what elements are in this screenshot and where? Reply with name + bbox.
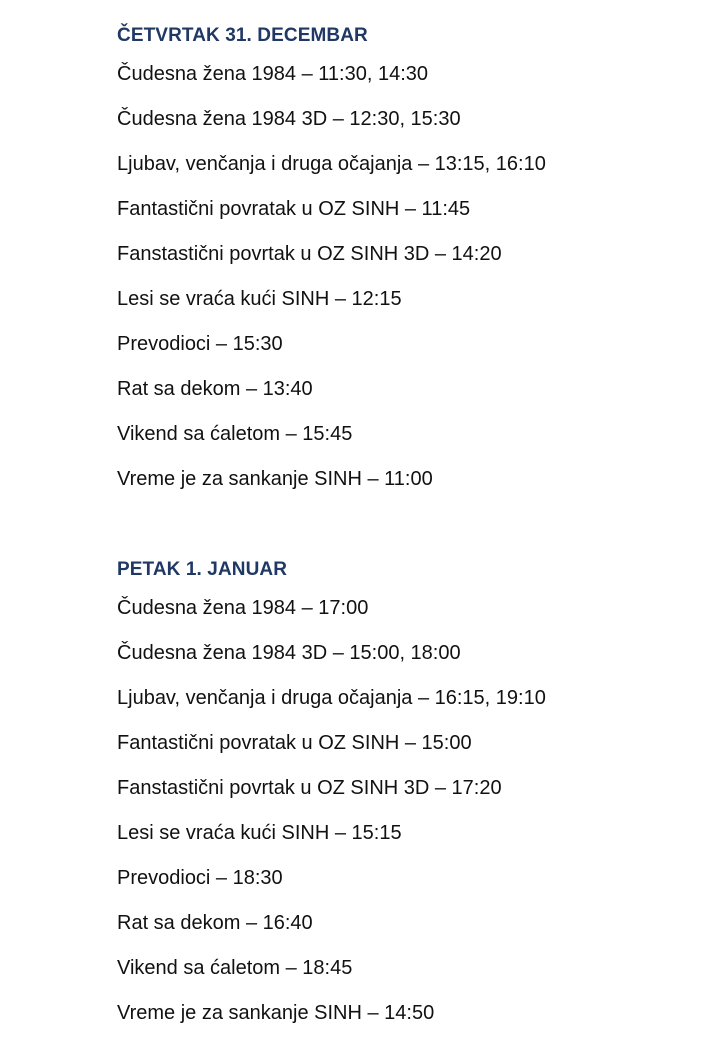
day-heading: ČETVRTAK 31. DECEMBAR (117, 25, 368, 46)
screening-item: Vikend sa ćaletom – 15:45 (117, 423, 353, 445)
screening-item: Prevodioci – 15:30 (117, 333, 283, 355)
screening-item: Vreme je za sankanje SINH – 14:50 (117, 1002, 435, 1024)
day-section-friday (117, 502, 697, 1036)
screening-item: Lesi se vraća kući SINH – 15:15 (117, 822, 402, 844)
screening-item: Vreme je za sankanje SINH – 11:00 (117, 468, 433, 490)
screening-item: Prevodioci – 18:30 (117, 867, 283, 889)
screening-item: Čudesna žena 1984 3D – 15:00, 18:00 (117, 642, 461, 664)
screening-item: Vikend sa ćaletom – 18:45 (117, 957, 353, 979)
screening-item: Ljubav, venčanja i druga očajanja – 16:15, 19:10 (117, 687, 546, 709)
screening-list (117, 52, 697, 502)
screening-item: Fanstastični povrtak u OZ SINH 3D – 14:20 (117, 243, 502, 265)
screening-item: Rat sa dekom – 13:40 (117, 378, 313, 400)
screening-item: Čudesna žena 1984 – 17:00 (117, 597, 369, 619)
screening-item: Čudesna žena 1984 3D – 12:30, 15:30 (117, 108, 461, 130)
screening-item: Ljubav, venčanja i druga očajanja – 13:15, 16:10 (117, 153, 546, 175)
screening-item: Fantastični povratak u OZ SINH – 15:00 (117, 732, 472, 754)
day-section-thursday (117, 0, 697, 502)
screening-item: Čudesna žena 1984 – 11:30, 14:30 (117, 63, 428, 85)
screening-item: Rat sa dekom – 16:40 (117, 912, 313, 934)
screening-item: Fantastični povratak u OZ SINH – 11:45 (117, 198, 471, 220)
schedule-document (117, 0, 697, 1036)
screening-item: Lesi se vraća kući SINH – 12:15 (117, 288, 402, 310)
screening-list (117, 586, 697, 1036)
day-heading: PETAK 1. JANUAR (117, 559, 288, 580)
screening-item: Fanstastični povrtak u OZ SINH 3D – 17:20 (117, 777, 502, 799)
